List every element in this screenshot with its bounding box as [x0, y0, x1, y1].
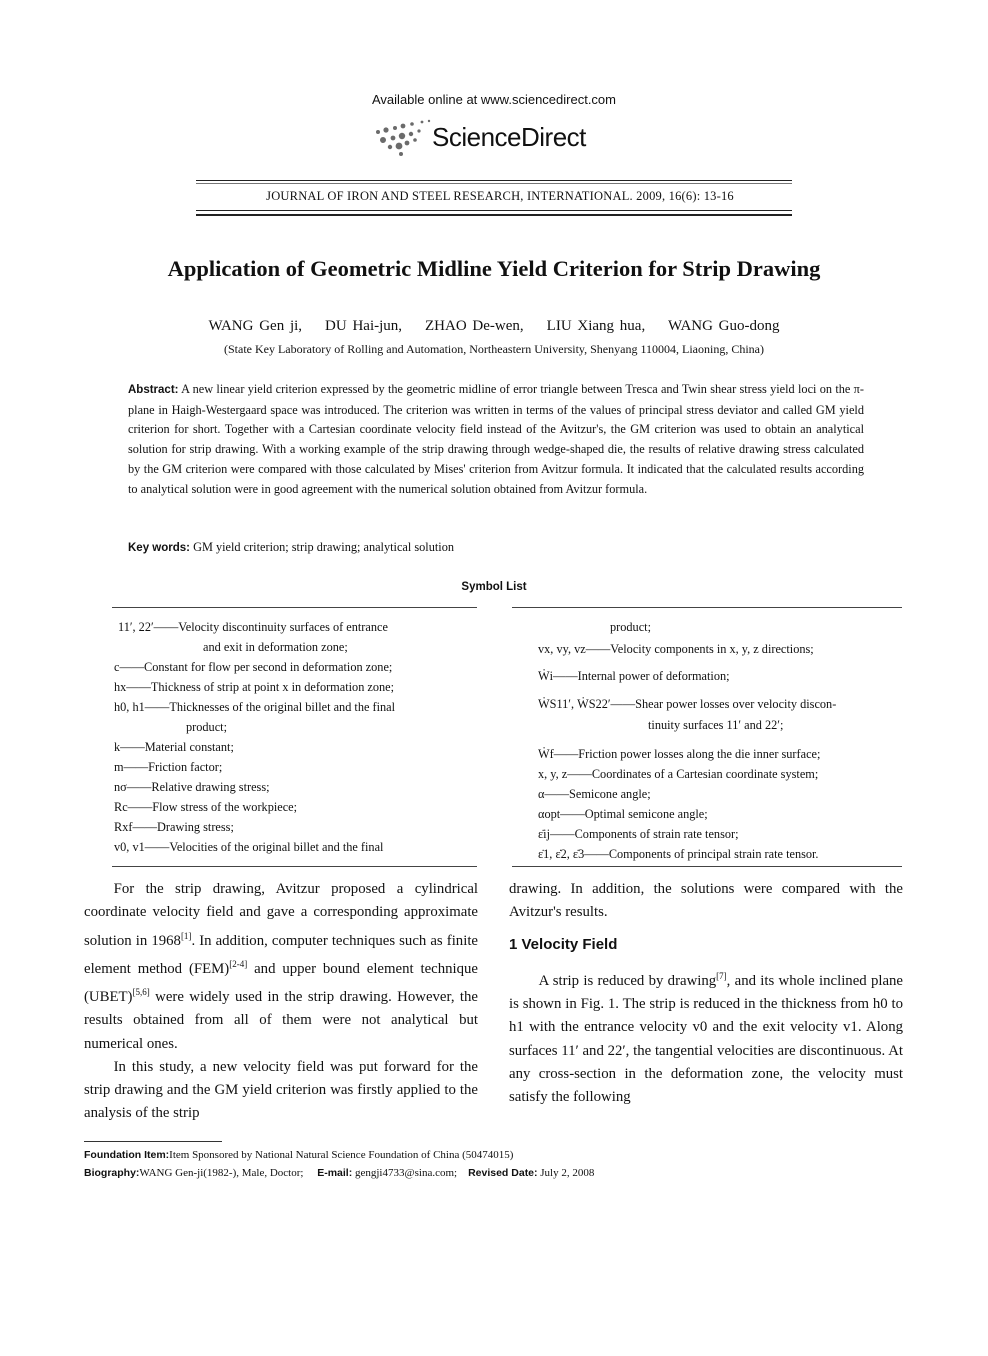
symbol-entry: k——Material constant; [114, 740, 234, 754]
body-paragraph: drawing. In addition, the solutions were compared with the Avitzur's results. [509, 881, 903, 921]
email-link[interactable]: gengji4733@sina.com; [354, 1166, 458, 1179]
journal-citation: JOURNAL OF IRON AND STEEL RESEARCH, INTERNATIONAL. 2009, 16(6): 13-16 [266, 189, 734, 203]
symbol-entry: and exit in deformation zone; [203, 640, 348, 654]
keywords-text: GM yield criterion; strip drawing; analytical solution [193, 540, 454, 554]
symbol-entry: Ẇf——Friction power losses along the die inner surface; [538, 747, 821, 761]
sciencedirect-wordmark: ScienceDirect [432, 122, 586, 152]
symbol-entry: ε̇ij——Components of strain rate tensor; [538, 827, 739, 841]
abstract-label: Abstract: [128, 384, 179, 396]
symbol-entry: v0, v1——Velocities of the original billet and the final [114, 840, 384, 854]
symbol-list-rule-right [512, 607, 902, 608]
symbol-entry: ε̇1, ε̇2, ε̇3——Components of principal strain rate tensor. [538, 847, 819, 861]
citation-ref[interactable]: [2-4] [229, 958, 248, 969]
symbol-entry: Rxf——Drawing stress; [114, 820, 234, 834]
keywords-block [128, 540, 864, 555]
symbol-entry: product; [186, 720, 227, 734]
symbol-entry: tinuity surfaces 11′ and 22′; [648, 718, 784, 732]
symbol-entry: h0, h1——Thicknesses of the original billet and the final [114, 700, 396, 714]
symbol-list-title: Symbol List [461, 581, 527, 593]
footnote-block [84, 1147, 904, 1182]
section-heading: 1 Velocity Field [509, 935, 618, 953]
citation-ref[interactable]: [1] [180, 930, 192, 941]
symbol-entry: αopt——Optimal semicone angle; [538, 807, 708, 821]
abstract-block [128, 380, 864, 499]
author-list: WANG Gen ji, DU Hai-jun, ZHAO De-wen, LIU Xiang hua, WANG Guo-dong [208, 318, 780, 334]
symbol-entry: α——Semicone angle; [538, 787, 651, 801]
symbol-entry: Rc——Flow stress of the workpiece; [114, 800, 298, 814]
available-online-line: Available online at www.sciencedirect.com [372, 92, 616, 107]
abstract-text: A new linear yield criterion expressed by the geometric midline of error triangle between Tresca and Twin shear stress yield loci on the π-plane in Haigh-Westergaard space was introduced. The criterion was written in terms of the values of principal stress deviator and called GM yield criterion for short. Together with a Cartesian coordinate velocity field instead of the Avitzur's, the GM criterion was used to obtain an analytical solution for strip drawing. With a working example of the strip drawing through wedge-shaped die, the results of relative drawing stress calculated by the GM criterion were compared with those calculated by Mises' criterion from Avitzur formula. It indicated that the calculated results according to analytical solution were in good agreement with the numerical solution obtained from Avitzur formula. [128, 382, 864, 496]
article-title: Application of Geometric Midline Yield Criterion for Strip Drawing [167, 256, 821, 281]
body-paragraph: A strip is reduced by drawing[7], and its whole inclined plane is shown in Fig. 1. The strip is reduced in the thickness from h0 to h1 with the entrance velocity v0 and the exit velocity v1. Along surfaces 11′ and 22′, the tangential velocities are discontinuous. At any cross-section in the deformation zone, the velocity must satisfy the following [509, 970, 903, 1106]
symbol-entry: Ẇi——Internal power of deformation; [538, 669, 730, 683]
symbol-entry: hx——Thickness of strip at point x in deformation zone; [114, 680, 395, 694]
foundation-line: Foundation Item:Item Sponsored by National Natural Science Foundation of China (50474015) [84, 1149, 514, 1161]
symbol-entry: 11′, 22′——Velocity discontinuity surfaces of entrance [118, 620, 388, 634]
symbol-entry: vx, vy, vz——Velocity components in x, y, z directions; [538, 642, 814, 656]
symbol-list-rule-left [112, 607, 477, 608]
keywords-label: Key words: [128, 542, 190, 554]
symbol-entry: m——Friction factor; [114, 760, 223, 774]
header-rule-top [196, 180, 792, 181]
biography-line: Biography:WANG Gen-ji(1982-), Male, Doctor; E-mail: gengji4733@sina.com; Revised Date: July 2, 2008 [84, 1166, 595, 1179]
citation-ref[interactable]: [5,6] [132, 987, 150, 998]
footnote-rule [84, 1141, 222, 1142]
symbol-entry: x, y, z——Coordinates of a Cartesian coordinate system; [538, 767, 819, 781]
affiliation: (State Key Laboratory of Rolling and Automation, Northeastern University, Shenyang 110004, Liaoning, China) [223, 342, 764, 356]
symbol-entry: ẆS11′, ẆS22′——Shear power losses over velocity discon- [538, 697, 837, 711]
symbol-entry: nσ——Relative drawing stress; [114, 780, 270, 794]
symbol-entry: c——Constant for flow per second in deformation zone; [114, 660, 393, 674]
body-right-column [509, 878, 903, 1110]
symbol-entry: product; [610, 620, 651, 634]
body-paragraph: In this study, a new velocity field was put forward for the strip drawing and the GM yield criterion was firstly applied to the analysis of the strip [84, 1058, 478, 1122]
symbol-list-rule-right-bottom [512, 866, 902, 867]
body-paragraph: For the strip drawing, Avitzur proposed a cylindrical coordinate velocity field and gave a corresponding approximate solution in 1968[1]. In addition, computer techniques such as finite element method (FEM)[2-4] and upper bound element technique (UBET)[5,6] were widely used in the strip drawing. However, the results obtained from all of them were not analytical but numerical ones. [84, 881, 478, 1052]
header-rule-bottom [196, 210, 792, 211]
body-left-column [84, 878, 478, 1126]
symbol-list-rule-left-bottom [112, 866, 477, 867]
header-rule-bottom-thick [196, 214, 792, 216]
citation-ref[interactable]: [7] [716, 970, 727, 981]
header-rule-top-thin [196, 183, 792, 184]
